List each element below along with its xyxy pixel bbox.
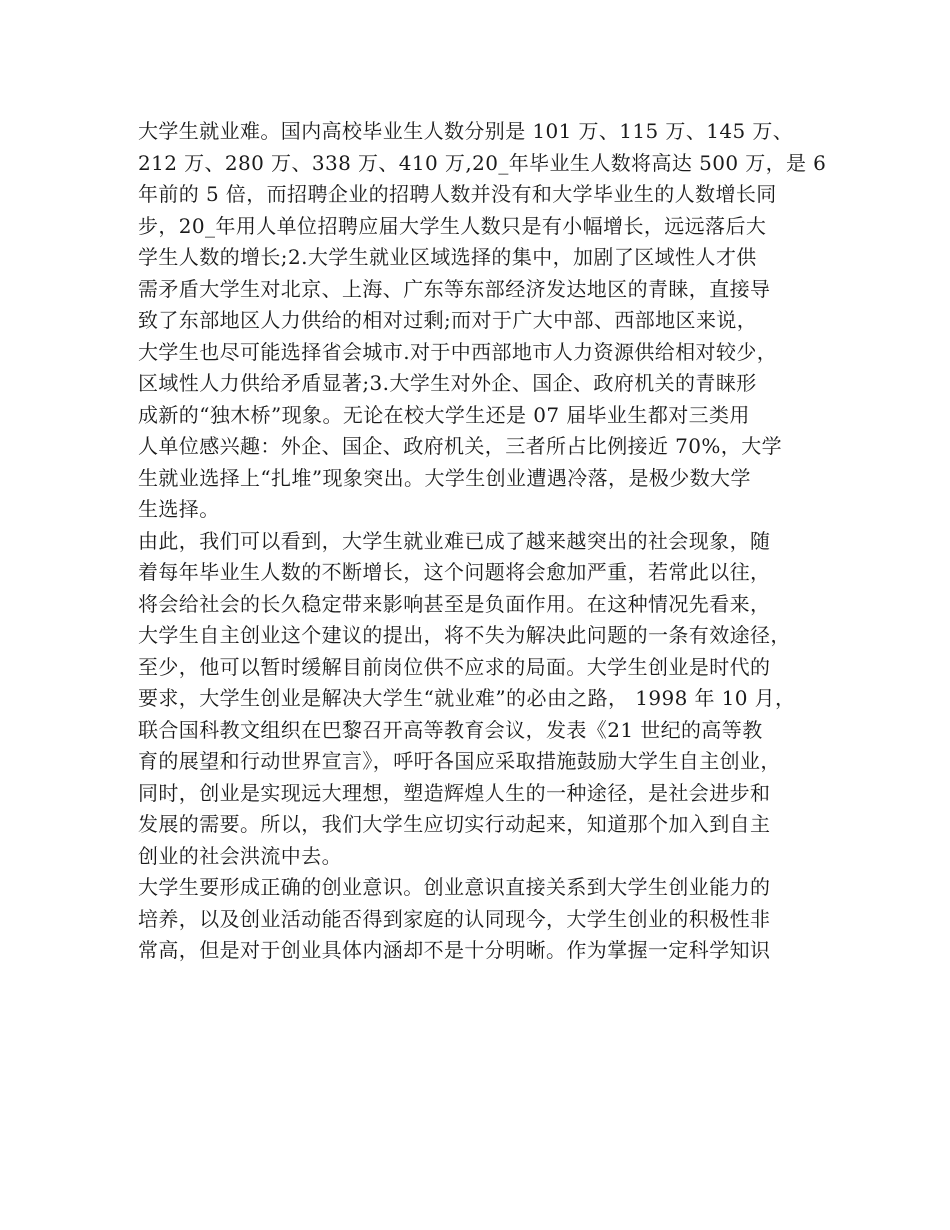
document-body (138, 116, 828, 967)
text-line: 常高，但是对于创业具体内涵却不是十分明晰。作为掌握一定科学知识 (138, 938, 771, 962)
text-line: 着每年毕业生人数的不断增长，这个问题将会愈加严重，若常此以往， (138, 560, 771, 584)
paragraph-self-employment (138, 526, 828, 873)
text-line: 至少，他可以暂时缓解目前岗位供不应求的局面。大学生创业是时代的 (138, 654, 771, 679)
text-line: 大学生自主创业这个建议的提出，将不失为解决此问题的一条有效途径， (138, 623, 791, 647)
text-line: 联合国科教文组织在巴黎召开高等教育会议，发表《21 世纪的高等教 (138, 717, 763, 742)
text-line: 培养，以及创业活动能否得到家庭的认同现今，大学生创业的积极性非 (138, 906, 771, 931)
text-line: 由此，我们可以看到，大学生就业难已成了越来越突出的社会现象，随 (138, 528, 771, 553)
text-line: 发展的需要。所以，我们大学生应切实行动起来，知道那个加入到自主 (138, 812, 771, 836)
text-line: 创业的社会洪流中去。 (138, 843, 342, 868)
text-line: 212 万、280 万、338 万、410 万,20_年毕业生人数将高达 500 万，是 6 (138, 150, 827, 175)
text-line: 育的展望和行动世界宣言》，呼吁各国应采取措施鼓励大学生自主创业， (138, 749, 781, 773)
text-line: 要求，大学生创业是解决大学生“就业难”的必由之路， 1998 年 10 月， (138, 686, 796, 710)
text-line: 步，20_年用人单位招聘应届大学生人数只是有小幅增长，远远落后大 (138, 213, 767, 238)
text-line: 大学生也尽可能选择省会城市.对于中西部地市人力资源供给相对较少， (138, 339, 778, 364)
text-line: 人单位感兴趣：外企、国企、政府机关，三者所占比例接近 70%，大学 (138, 434, 783, 458)
text-line: 大学生就业难。国内高校毕业生人数分别是 101 万、115 万、145 万、 (138, 119, 794, 143)
text-line: 致了东部地区人力供给的相对过剩;而对于广大中部、西部地区来说， (138, 308, 758, 332)
paragraph-employment-difficulty (138, 116, 828, 526)
text-line: 学生人数的增长;2.大学生就业区域选择的集中，加剧了区域性人才供 (138, 245, 757, 269)
text-line: 生就业选择上“扎堆”现象突出。大学生创业遭遇冷落，是极少数大学 (138, 465, 751, 490)
text-line: 需矛盾大学生对北京、上海、广东等东部经济发达地区的青睐，直接导 (138, 276, 771, 301)
text-line: 同时，创业是实现远大理想，塑造辉煌人生的一种途径，是社会进步和 (138, 780, 771, 805)
text-line: 生选择。 (138, 497, 220, 521)
text-line: 大学生要形成正确的创业意识。创业意识直接关系到大学生创业能力的 (138, 875, 771, 899)
text-line: 成新的“独木桥”现象。无论在校大学生还是 07 届毕业生都对三类用 (138, 402, 750, 427)
text-line: 区域性人力供给矛盾显著;3.大学生对外企、国企、政府机关的青睐形 (138, 371, 757, 395)
text-line: 将会给社会的长久稳定带来影响甚至是负面作用。在这种情况先看来， (138, 591, 771, 616)
text-line: 年前的 5 倍，而招聘企业的招聘人数并没有和大学毕业生的人数增长同 (138, 182, 777, 206)
paragraph-entrepreneurial-awareness (138, 872, 828, 967)
